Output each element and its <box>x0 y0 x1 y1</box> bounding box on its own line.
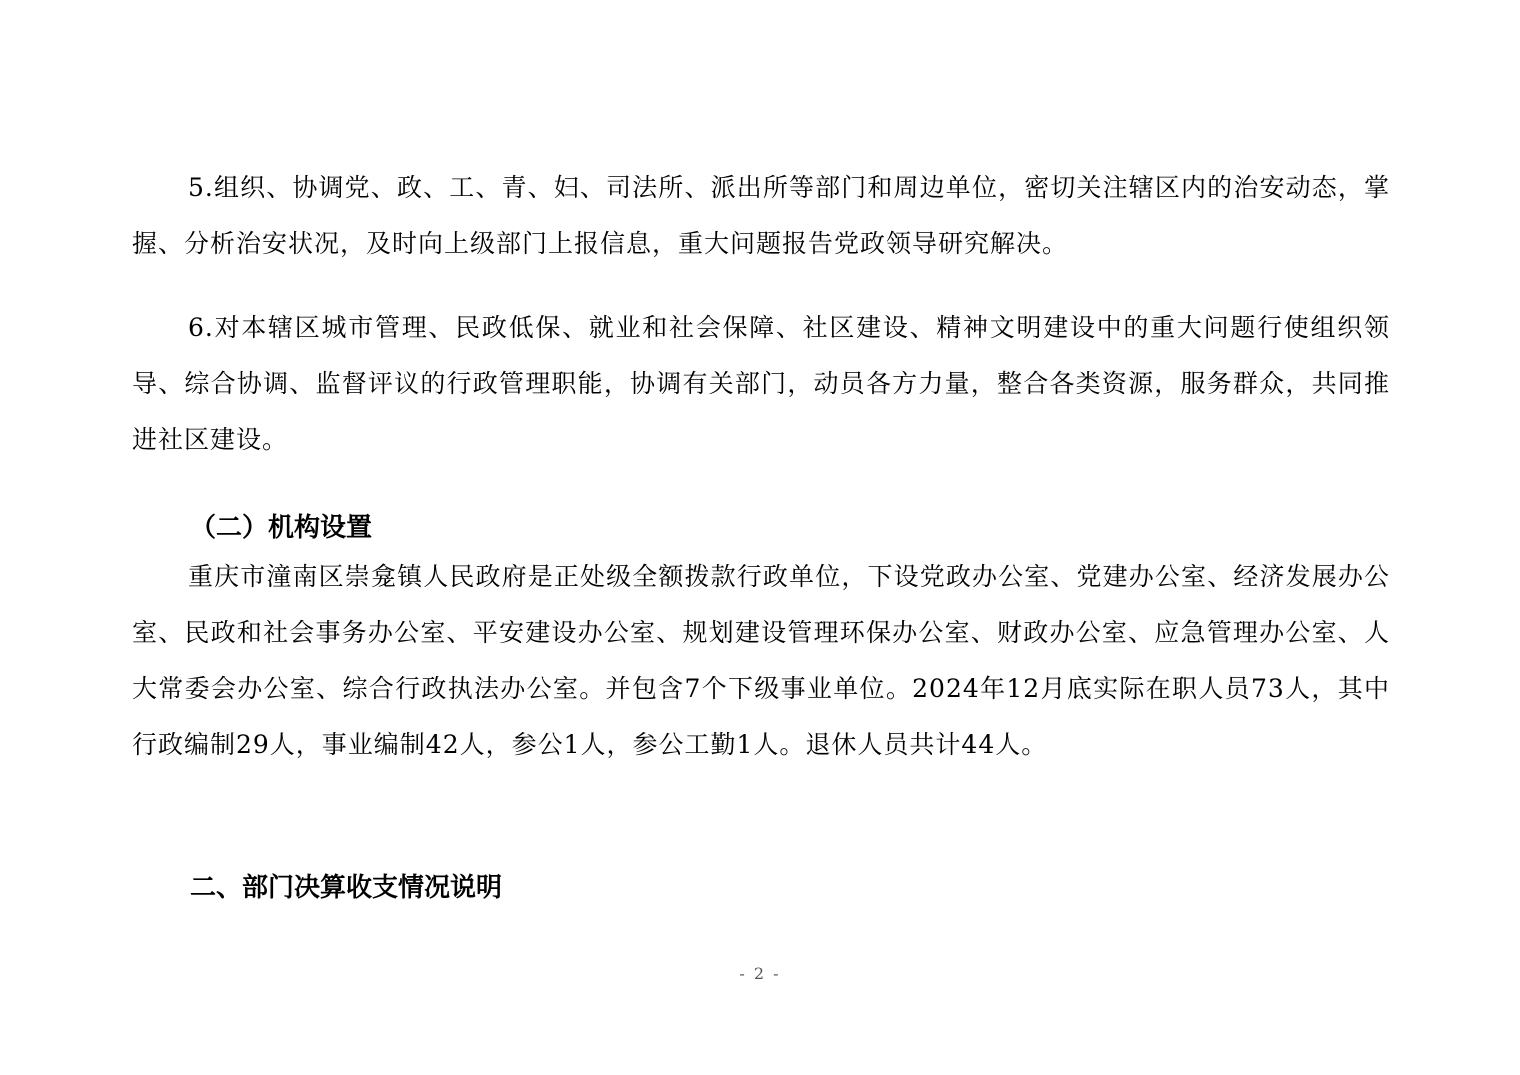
section-heading-two: 二、部门决算收支情况说明 <box>190 873 503 903</box>
subsection-heading-org-setup: （二）机构设置 <box>190 513 373 543</box>
paragraph-org-setup: 重庆市潼南区崇龛镇人民政府是正处级全额拨款行政单位，下设党政办公室、党建办公室、经济发展办公室、民政和社会事务办公室、平安建设办公室、规划建设管理环保办公室、财政办公室、应急管理办公室、人大常委会办公室、综合行政执法办公室。并包含7个下级事业单位。2024年12月底实际在职人员73人，其中行政编制29人，事业编制42人，参公1人，参公工勤1人。退休人员共计44人。 <box>132 562 1390 759</box>
paragraph-item-5: 5.组织、协调党、政、工、青、妇、司法所、派出所等部门和周边单位，密切关注辖区内的治安动态，掌握、分析治安状况，及时向上级部门上报信息，重大问题报告党政领导研究解决。 <box>132 173 1390 258</box>
paragraph-item-6: 6.对本辖区城市管理、民政低保、就业和社会保障、社区建设、精神文明建设中的重大问题行使组织领导、综合协调、监督评议的行政管理职能，协调有关部门，动员各方力量，整合各类资源，服务群众，共同推进社区建设。 <box>132 313 1390 454</box>
page-number: - 2 - <box>739 964 781 983</box>
